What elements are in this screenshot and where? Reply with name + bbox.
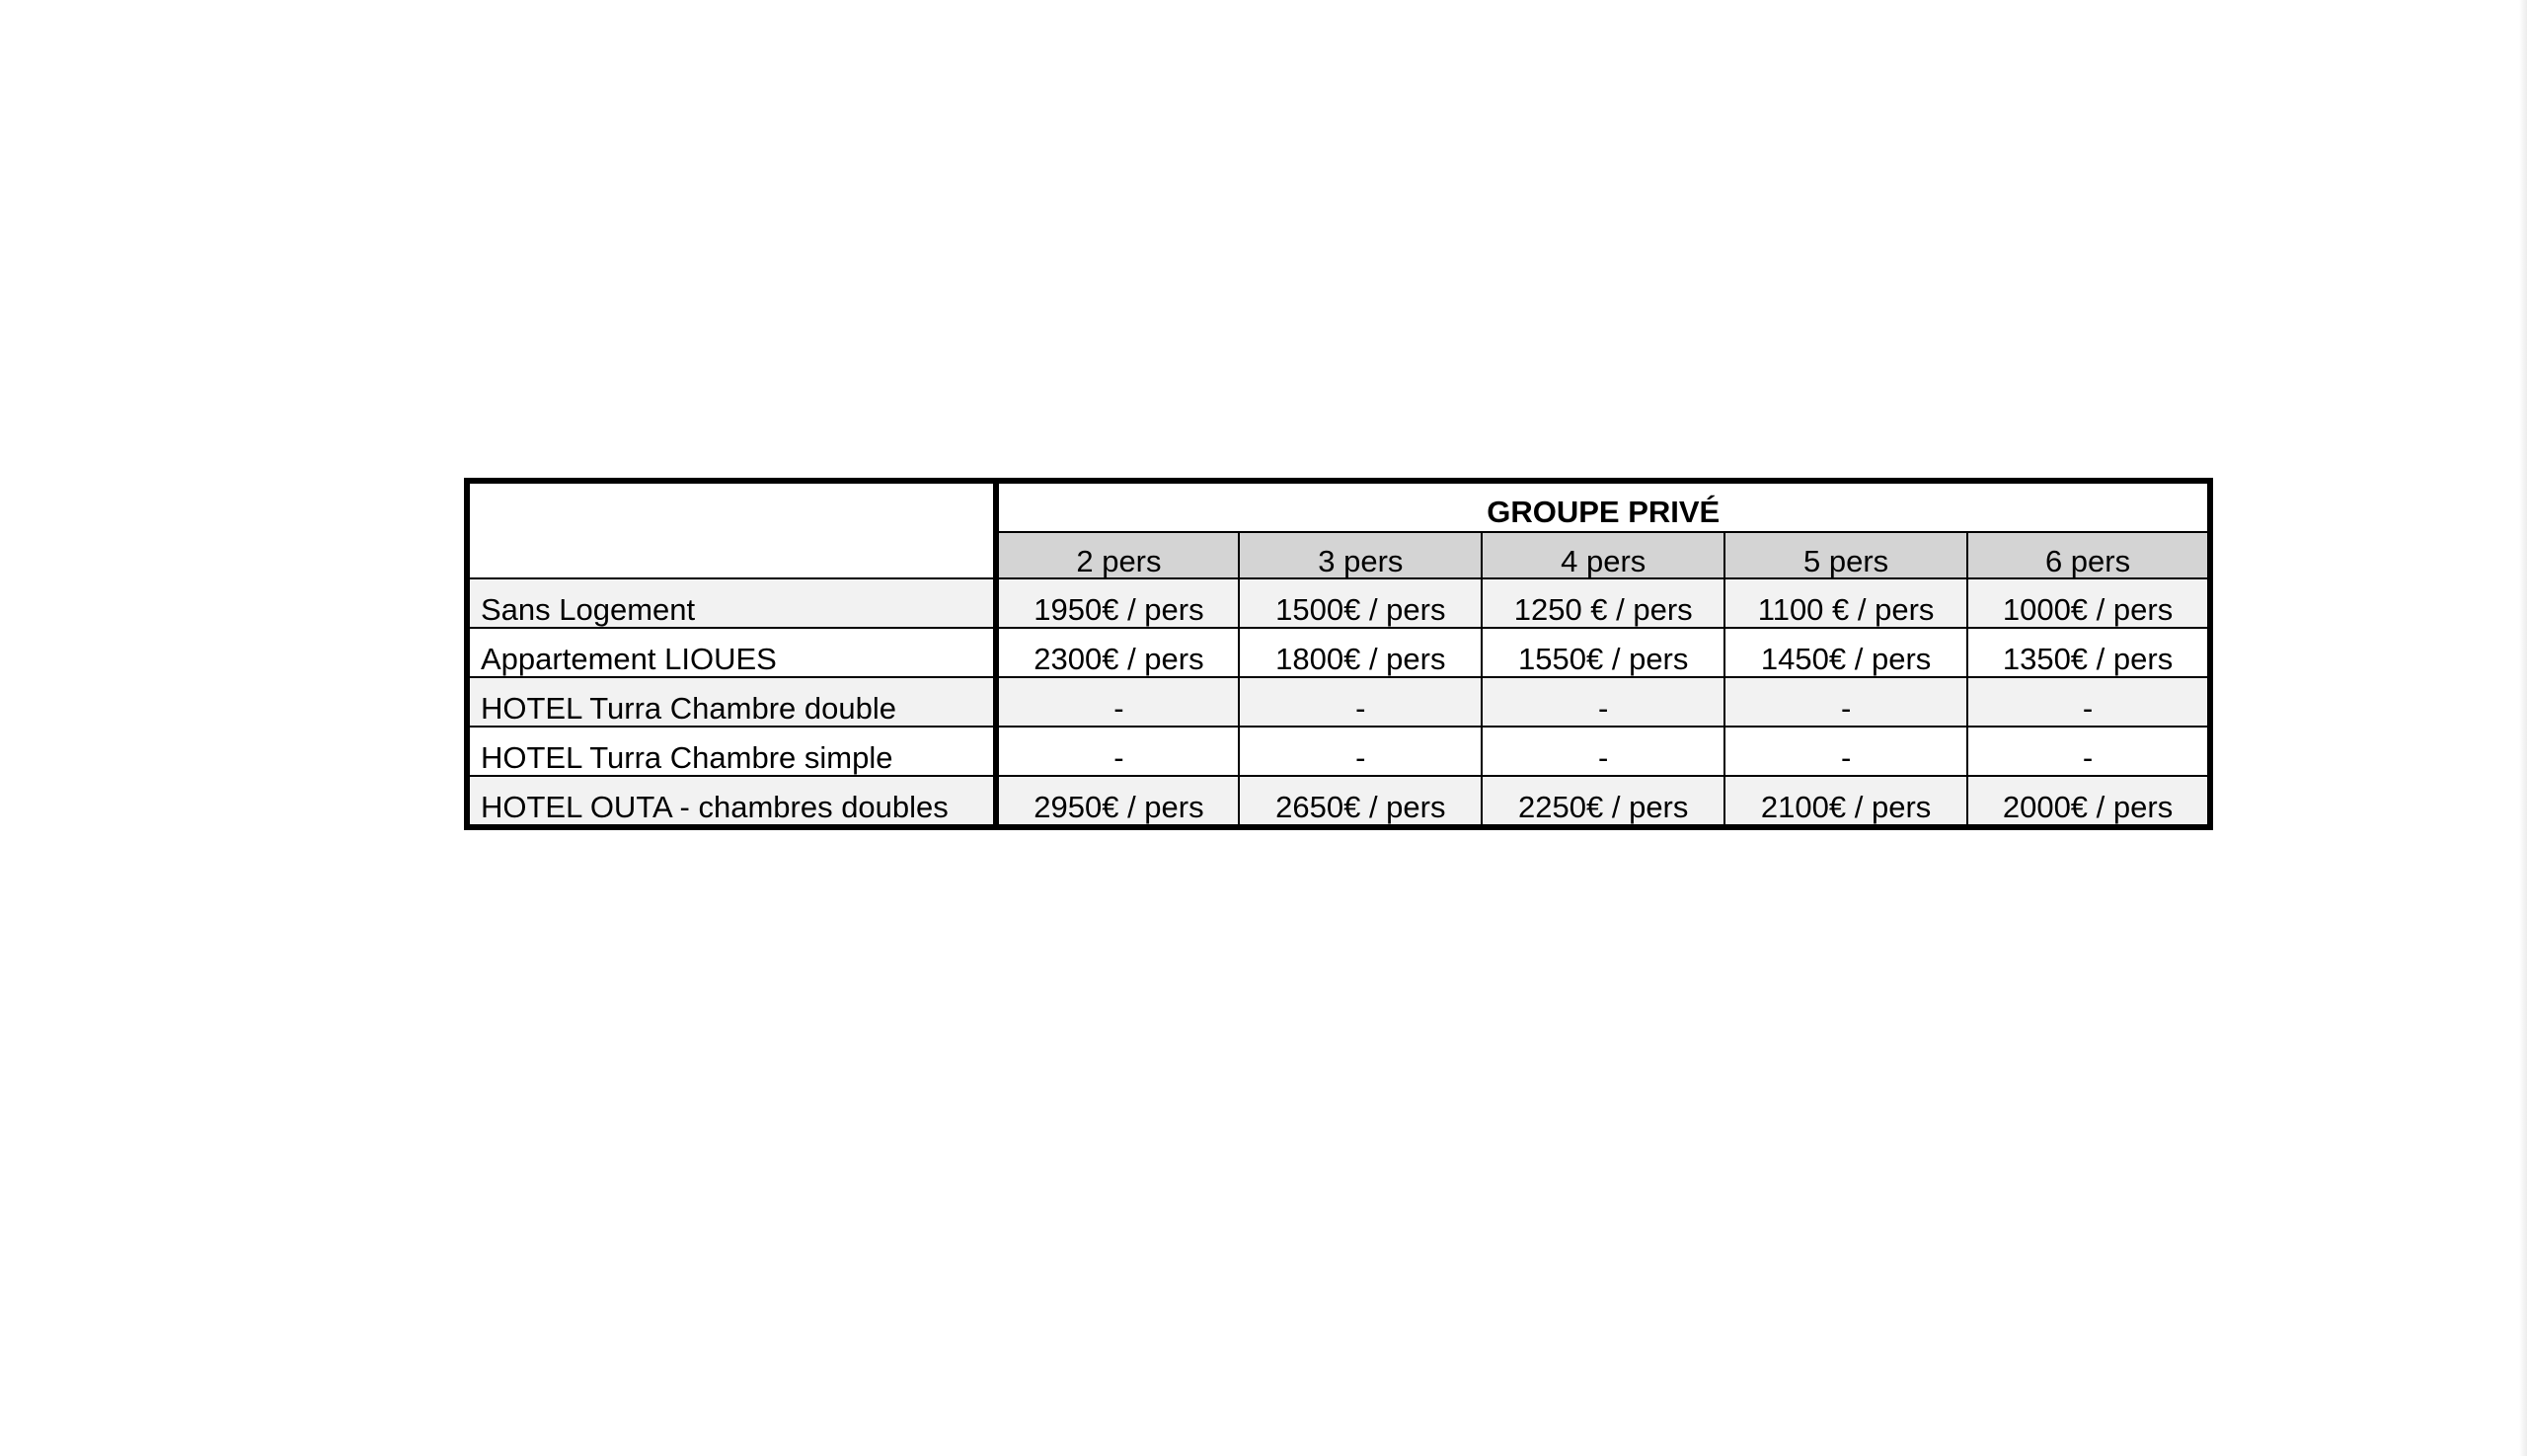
price-cell: - xyxy=(1239,727,1482,776)
row-label: Sans Logement xyxy=(467,578,996,628)
price-cell: 1350€ / pers xyxy=(1967,628,2210,677)
price-cell: - xyxy=(996,727,1239,776)
table-row xyxy=(467,727,2210,776)
price-cell: 1450€ / pers xyxy=(1724,628,1967,677)
table-row xyxy=(467,578,2210,628)
column-header: 3 pers xyxy=(1239,532,1482,578)
price-cell: - xyxy=(1724,677,1967,727)
price-cell: - xyxy=(1482,727,1724,776)
price-cell: - xyxy=(1724,727,1967,776)
price-cell: 2300€ / pers xyxy=(996,628,1239,677)
row-label: HOTEL OUTA - chambres doubles xyxy=(467,776,996,827)
price-cell: 2650€ / pers xyxy=(1239,776,1482,827)
group-header: GROUPE PRIVÉ xyxy=(996,481,2210,532)
price-cell: 1250 € / pers xyxy=(1482,578,1724,628)
row-label: Appartement LIOUES xyxy=(467,628,996,677)
price-cell: 1550€ / pers xyxy=(1482,628,1724,677)
price-cell: 2100€ / pers xyxy=(1724,776,1967,827)
price-cell: 1100 € / pers xyxy=(1724,578,1967,628)
price-cell: 2000€ / pers xyxy=(1967,776,2210,827)
pricing-table xyxy=(464,478,2213,830)
price-cell: 2250€ / pers xyxy=(1482,776,1724,827)
row-label: HOTEL Turra Chambre double xyxy=(467,677,996,727)
price-cell: - xyxy=(1239,677,1482,727)
price-cell: 1800€ / pers xyxy=(1239,628,1482,677)
column-header: 5 pers xyxy=(1724,532,1967,578)
table-row xyxy=(467,677,2210,727)
page-edge-shadow xyxy=(2519,0,2527,1456)
price-cell: - xyxy=(1482,677,1724,727)
price-cell: 2950€ / pers xyxy=(996,776,1239,827)
column-header: 2 pers xyxy=(996,532,1239,578)
price-cell: 1500€ / pers xyxy=(1239,578,1482,628)
group-header-row xyxy=(467,481,2210,532)
table-row xyxy=(467,776,2210,827)
price-cell: - xyxy=(996,677,1239,727)
price-cell: 1950€ / pers xyxy=(996,578,1239,628)
price-cell: 1000€ / pers xyxy=(1967,578,2210,628)
price-cell: - xyxy=(1967,677,2210,727)
price-cell: - xyxy=(1967,727,2210,776)
row-label: HOTEL Turra Chambre simple xyxy=(467,727,996,776)
corner-cell xyxy=(467,481,996,578)
column-header: 6 pers xyxy=(1967,532,2210,578)
column-header: 4 pers xyxy=(1482,532,1724,578)
table-row xyxy=(467,628,2210,677)
